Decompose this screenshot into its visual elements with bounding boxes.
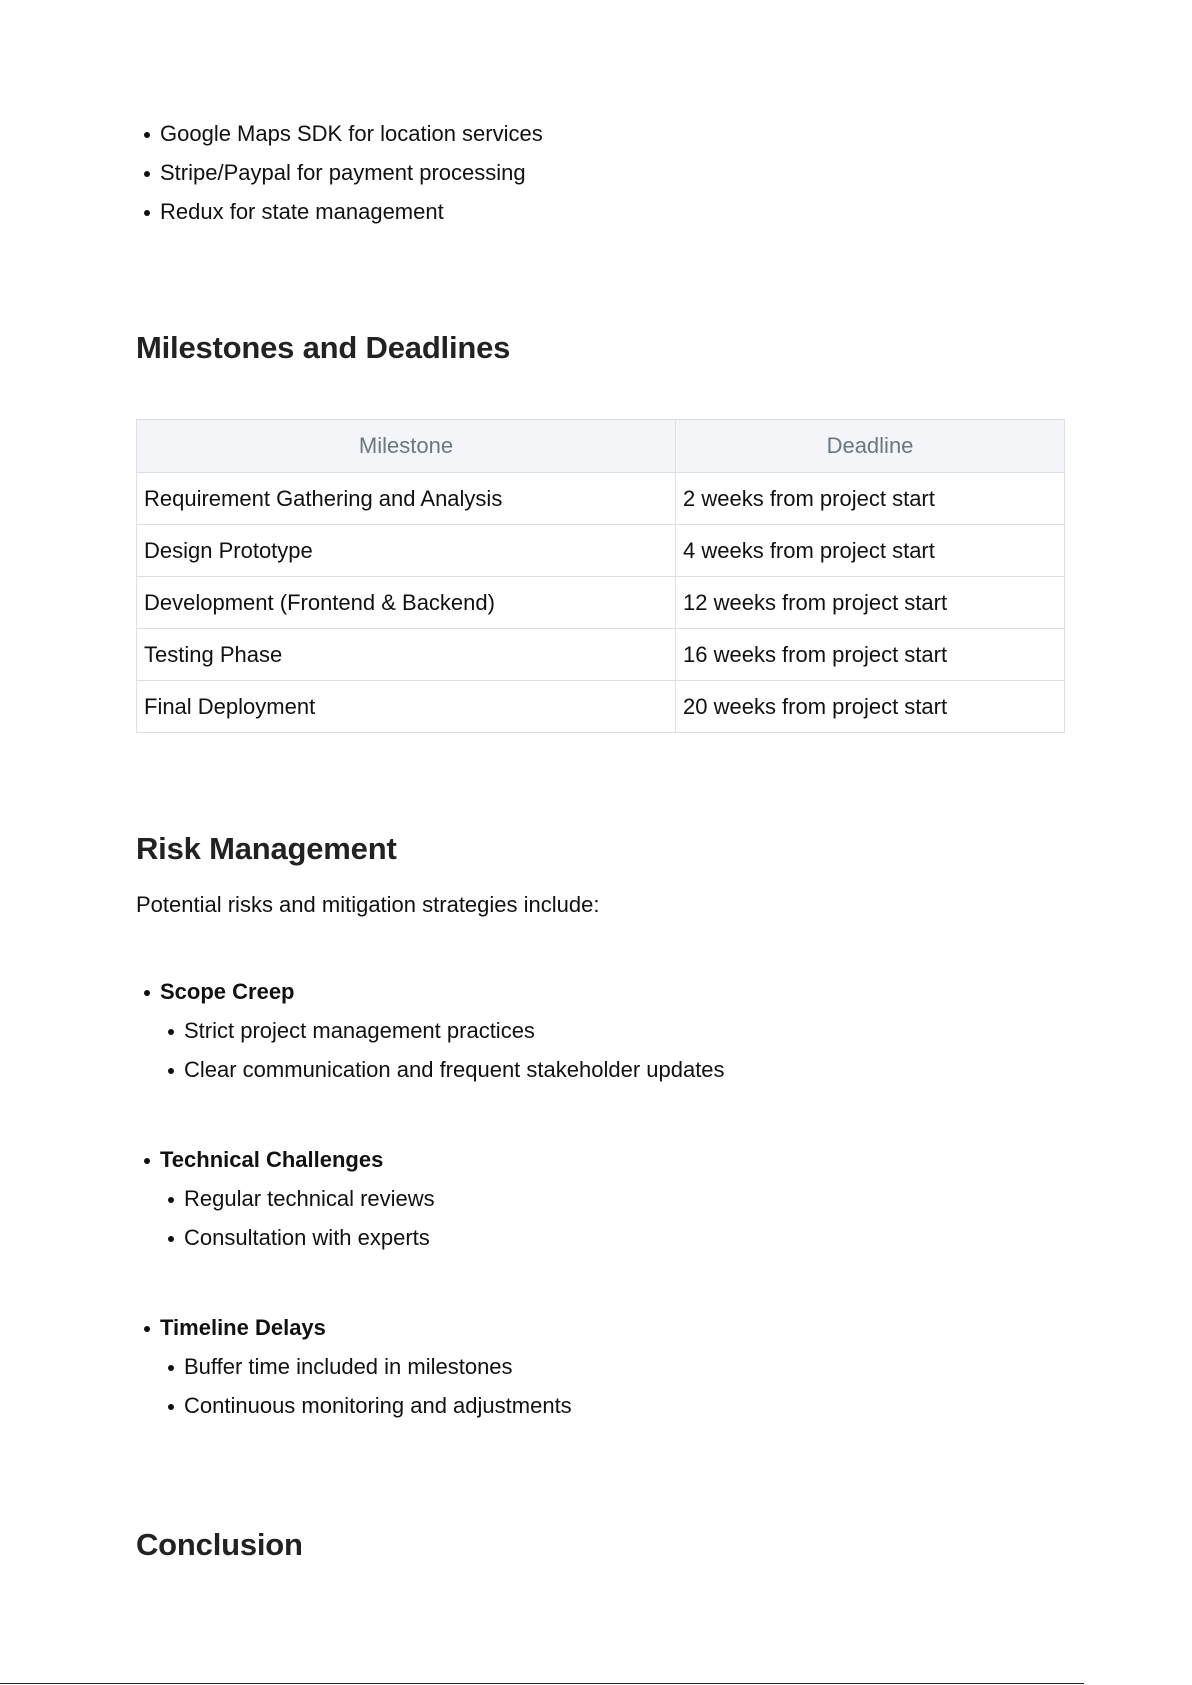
page-bottom-rule (0, 1683, 1084, 1684)
milestone-cell: Final Deployment (137, 681, 676, 733)
list-item: Continuous monitoring and adjustments (160, 1386, 1066, 1425)
risk-group-scope-creep (136, 972, 1066, 1089)
list-item: Redux for state management (136, 192, 1066, 231)
risk-title: Timeline Delays (136, 1308, 1066, 1347)
milestones-heading: Milestones and Deadlines (136, 330, 511, 365)
risk-group-timeline-delays (136, 1308, 1066, 1425)
risk-intro-text: Potential risks and mitigation strategies include: (136, 892, 600, 917)
deadline-cell: 4 weeks from project start (676, 525, 1065, 577)
tech-stack-list (136, 114, 1066, 231)
page-content (136, 114, 1066, 1569)
mitigation-list (160, 1347, 1066, 1425)
table-header-row (137, 420, 1065, 473)
table-row (137, 629, 1065, 681)
risk-group-technical-challenges (136, 1140, 1066, 1257)
mitigation-list (160, 1011, 1066, 1089)
risk-title: Scope Creep (136, 972, 1066, 1011)
deadline-cell: 16 weeks from project start (676, 629, 1065, 681)
table-row (137, 473, 1065, 525)
list-item: Consultation with experts (160, 1218, 1066, 1257)
list-item: Google Maps SDK for location services (136, 114, 1066, 153)
deadline-cell: 12 weeks from project start (676, 577, 1065, 629)
table-row (137, 681, 1065, 733)
risk-title: Technical Challenges (136, 1140, 1066, 1179)
milestone-cell: Requirement Gathering and Analysis (137, 473, 676, 525)
mitigation-list (160, 1179, 1066, 1257)
milestone-cell: Design Prototype (137, 525, 676, 577)
list-item: Strict project management practices (160, 1011, 1066, 1050)
milestone-cell: Development (Frontend & Backend) (137, 577, 676, 629)
column-header-deadline: Deadline (676, 420, 1065, 473)
deadline-cell: 20 weeks from project start (676, 681, 1065, 733)
list-item: Regular technical reviews (160, 1179, 1066, 1218)
milestones-table (136, 419, 1065, 733)
table-row (137, 525, 1065, 577)
conclusion-heading: Conclusion (136, 1527, 303, 1562)
table-row (137, 577, 1065, 629)
list-item: Stripe/Paypal for payment processing (136, 153, 1066, 192)
risk-management-heading: Risk Management (136, 831, 397, 866)
list-item: Buffer time included in milestones (160, 1347, 1066, 1386)
deadline-cell: 2 weeks from project start (676, 473, 1065, 525)
list-item: Clear communication and frequent stakeholder updates (160, 1050, 1066, 1089)
milestone-cell: Testing Phase (137, 629, 676, 681)
column-header-milestone: Milestone (137, 420, 676, 473)
